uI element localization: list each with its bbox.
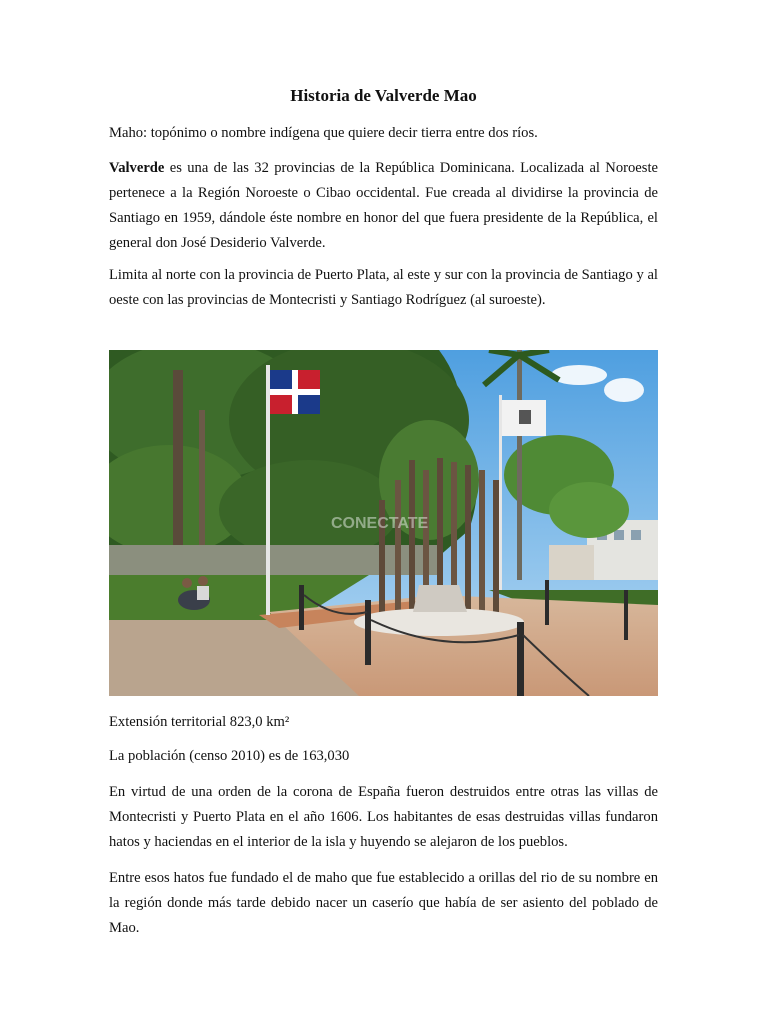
population-line: La población (censo 2010) es de 163,030 [109, 748, 350, 764]
paragraph-hatos: Entre esos hatos fue fundado el de maho que fue establecido a orillas del rio de su nombre en la región donde más tarde debido nacer un caserío que había de ser asiento del poblado de Mao. [109, 870, 658, 936]
paragraph-valverde [109, 156, 658, 256]
paragraph-history: En virtud de una orden de la corona de España fueron destruidos entre otras las villas de Montecristi y Puerto Plata en el año 1606. Los habitantes de esas destruidas villas fundaron hatos y haciendas en el interior de la isla y huyendo se alejaron de los pueblos. [109, 784, 658, 850]
extension-line: Extensión territorial 823,0 km² [109, 714, 290, 730]
page-title: Historia de Valverde Mao [290, 86, 477, 105]
park-photo-illustration [109, 350, 658, 696]
intro-paragraph: Maho: topónimo o nombre indígena que quiere decir tierra entre dos ríos. [109, 125, 538, 141]
valverde-bold-lead: Valverde [109, 160, 165, 176]
park-photo [109, 350, 658, 696]
photo-watermark: CONECTATE [331, 515, 429, 532]
paragraph-limits: Limita al norte con la provincia de Puerto Plata, al este y sur con la provincia de Santiago y al oeste con las provincias de Montecristi y Santiago Rodríguez (al suroeste). [109, 267, 658, 308]
paragraph-valverde-text: es una de las 32 provincias de la República Dominicana. Localizada al Noroeste pertenece a la Región Noroeste o Cibao occidental. Fue creada al dividirse la provincia de Santiago en 1959, dándole éste nombre en honor del que fuera presidente de la República, el general don José Desiderio Valverde. [109, 160, 658, 251]
